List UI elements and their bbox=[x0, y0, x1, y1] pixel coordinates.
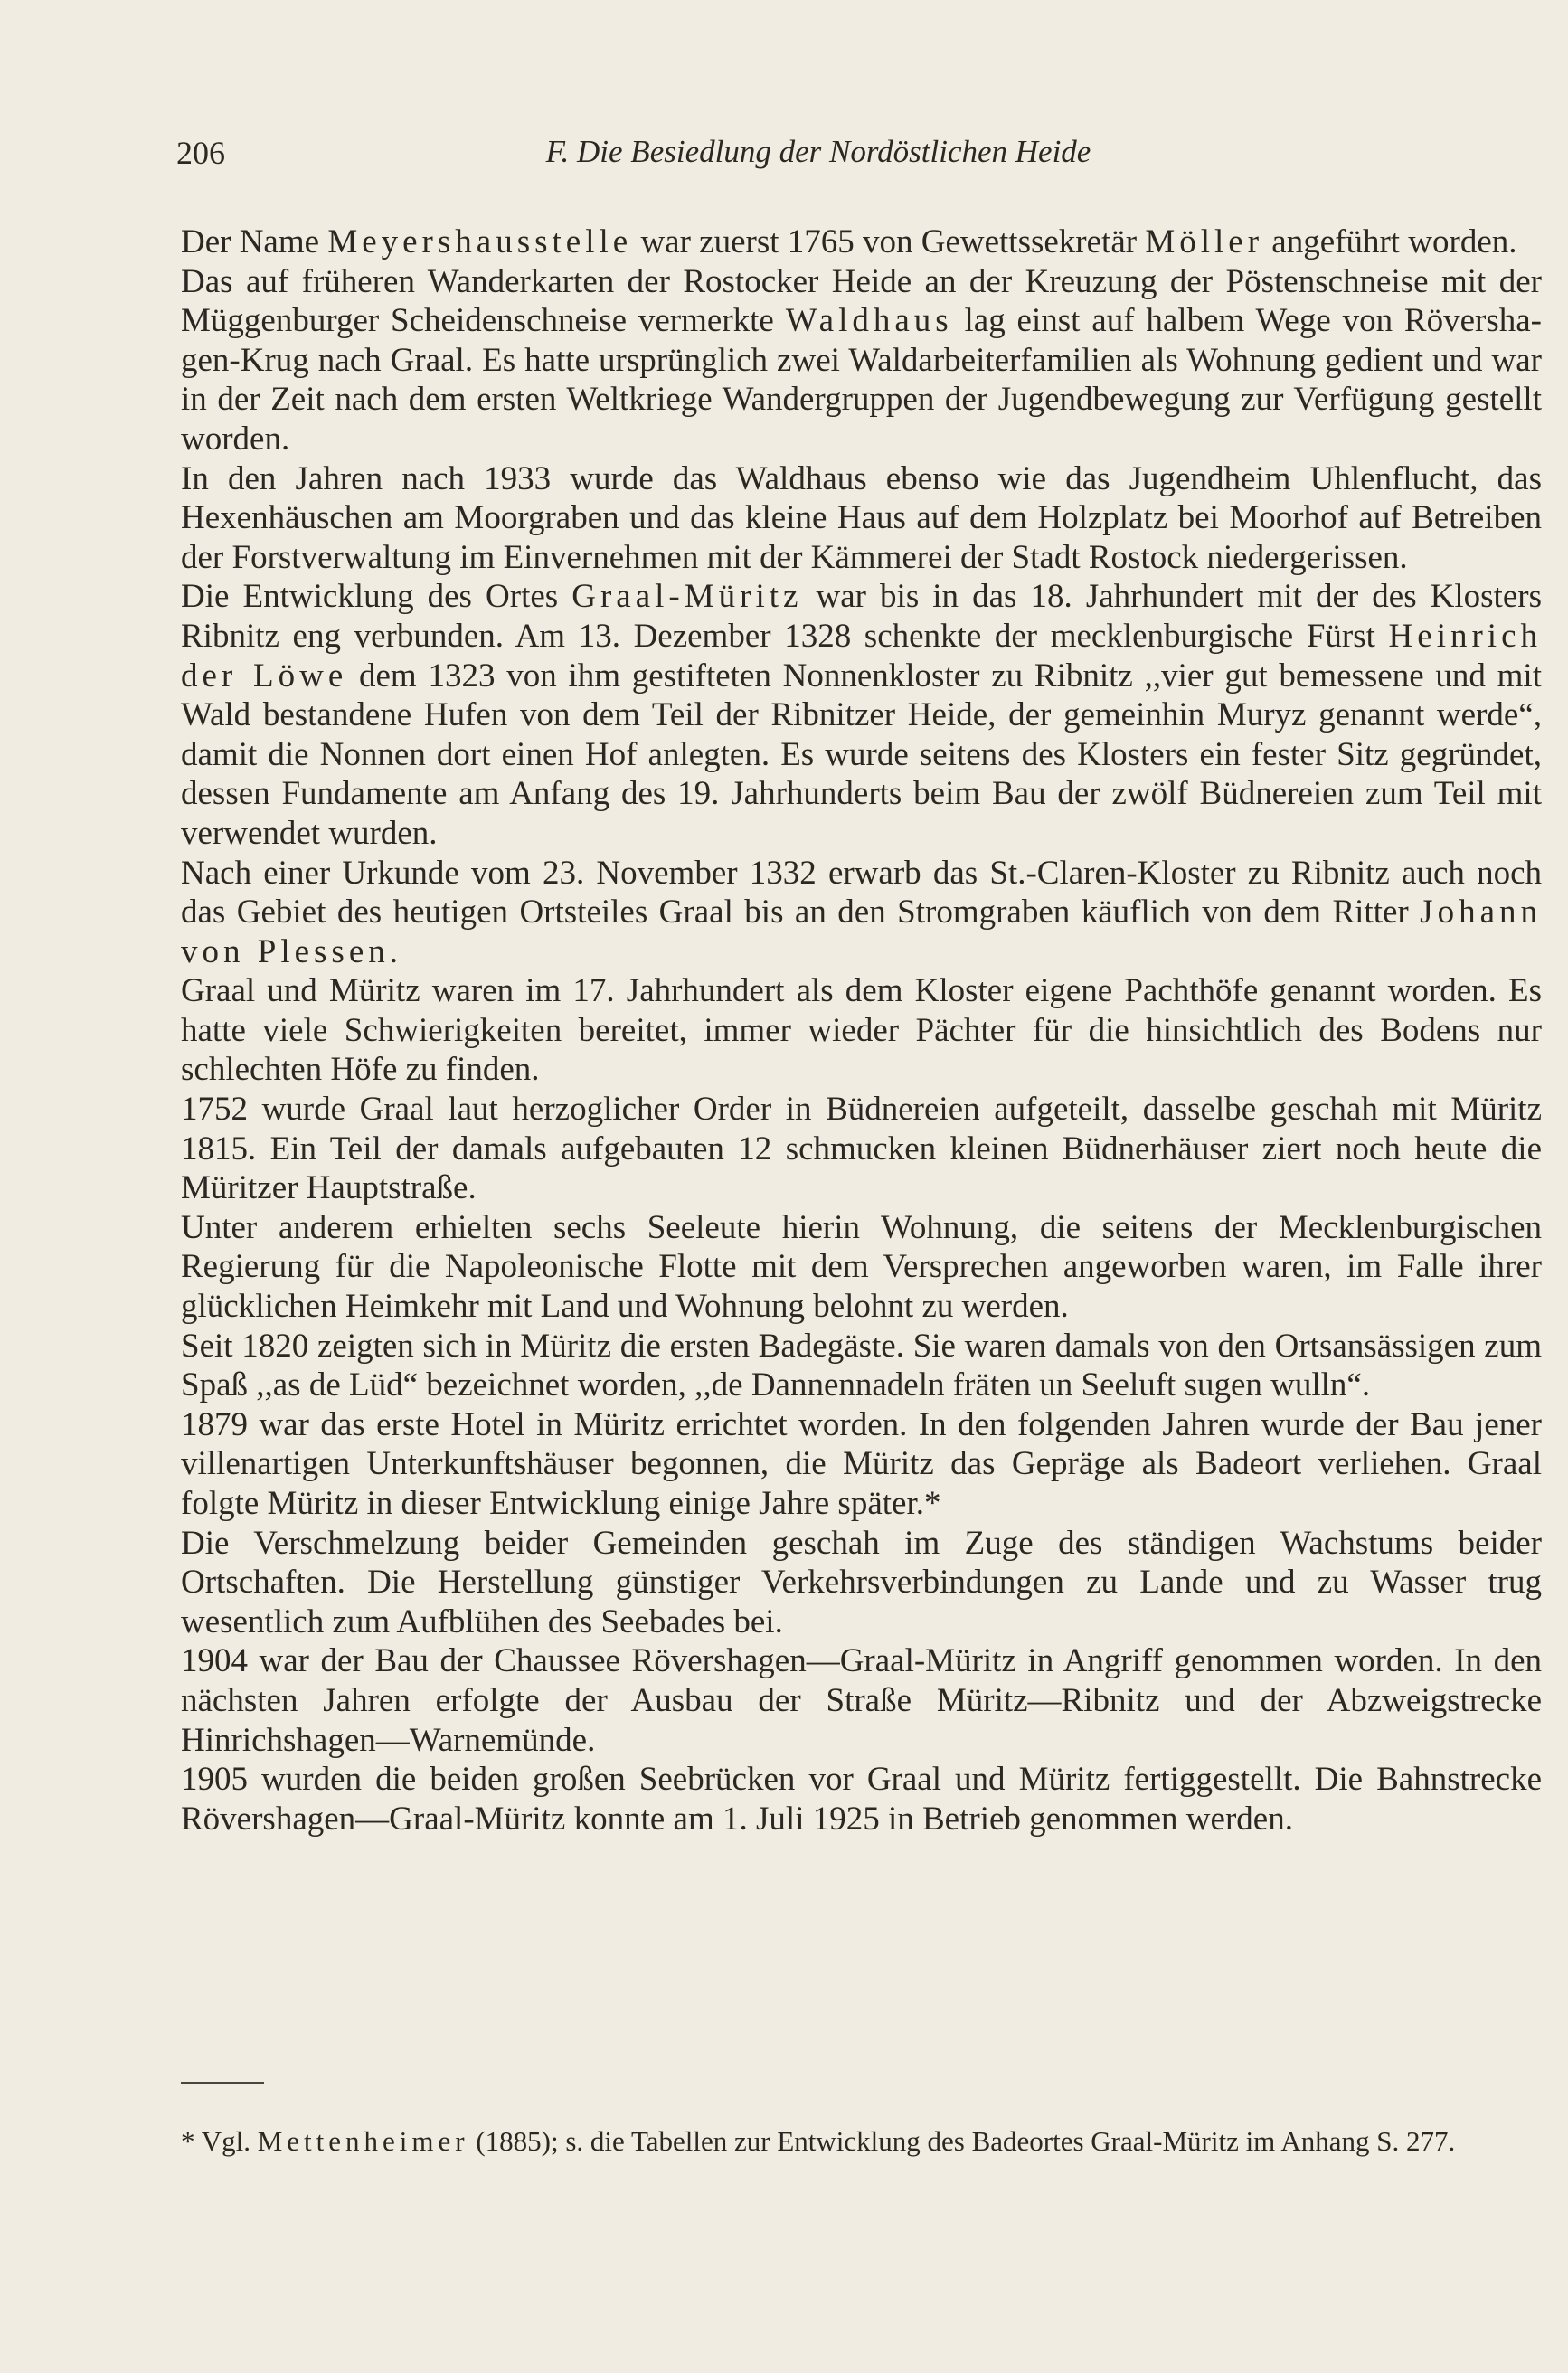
text-run: war zuerst 1765 von Gewettssekretär bbox=[632, 223, 1146, 260]
paragraph bbox=[181, 854, 1542, 972]
paragraph bbox=[181, 577, 1542, 853]
text-run: 1879 war das erste Hotel in Müritz errichtet worden. In den folgenden Jahren wurde der Bau jener villenartigen Unterkunftshäuser begonnen, die Müritz das Gepräge als Badeort verliehen. Graal folgte Müritz in dieser Entwicklung einige Jahre später.* bbox=[181, 1405, 1542, 1522]
text-run: Das auf früheren Wanderkarten der Rostocker Heide an der Kreuzung der Pöstenschneise mit der Müggenburger Scheidenschneise vermerkte bbox=[181, 262, 1542, 340]
text-run: 1904 war der Bau der Chaussee Rövershagen—Graal-Müritz in Angriff genommen worden. In den nächsten Jahren erfolgte der Ausbau der Straße Müritz—Ribnitz und der Abzweigstrecke Hinrichshagen—Warnemünde. bbox=[181, 1642, 1542, 1759]
spaced-name: Möller bbox=[1145, 223, 1264, 260]
spaced-name: Mettenheimer bbox=[257, 2125, 469, 2157]
paragraph bbox=[181, 222, 1542, 262]
paragraph bbox=[181, 1405, 1542, 1524]
spaced-name: Graal-Müritz bbox=[571, 578, 803, 616]
text-run: 1752 wurde Graal laut herzoglicher Order in Büdnereien aufgeteilt, dasselbe geschah mit Müritz 1815. Ein Teil der damals aufgebauten 12 schmucken kleinen Büdnerhäuser ziert noch heute die Müritzer Hauptstraße. bbox=[181, 1091, 1542, 1207]
running-title: F. Die Besiedlung der Nordöstlichen Heide bbox=[545, 134, 1091, 169]
paragraph bbox=[181, 1760, 1542, 1839]
text-run: In den Jahren nach 1933 wurde das Waldhaus ebenso wie das Jugendheim Uhlenflucht, das Hexenhäuschen am Moorgraben und das kleine Haus auf dem Holzplatz bei Moorhof auf Betreiben der Forstverwaltung im Einvernehmen mit der Kämmerei der Stadt Rostock niedergerissen. bbox=[181, 459, 1542, 576]
spaced-name: Heinrich der Löwe bbox=[181, 617, 1542, 695]
spaced-name: Johann von Plessen bbox=[181, 893, 1542, 970]
text-run: Der Name bbox=[181, 223, 328, 260]
spaced-name: Waldhaus bbox=[785, 302, 953, 340]
text-run: (1885); s. die Tabellen zur Entwicklung des Badeortes Graal-Müritz im Anhang S. 277. bbox=[468, 2125, 1456, 2157]
text-run: Die Verschmelzung beider Gemeinden geschah im Zuge des ständigen Wachstums beider Ortschaften. Die Herstellung günstiger Verkehrsverbindungen zu Lande und zu Wasser trug wesentlich zum Aufblühen des Seebades bei. bbox=[181, 1524, 1542, 1640]
text-run: angeführt worden. bbox=[1263, 223, 1517, 260]
text-run: . bbox=[389, 932, 398, 970]
text-run: war bis in das 18. Jahrhundert mit der des Klosters Ribnitz eng verbunden. Am 13. Dezember 1328 schenkte der mecklenburgische Fürst bbox=[181, 578, 1542, 655]
page-number: 206 bbox=[176, 135, 225, 171]
paragraph bbox=[181, 1641, 1542, 1760]
paragraph bbox=[181, 262, 1542, 459]
paragraph bbox=[181, 1090, 1542, 1208]
paragraph bbox=[181, 459, 1542, 578]
text-run: 1905 wurden die beiden großen Seebrücken vor Graal und Müritz fertiggestellt. Die Bahnstrecke Rövershagen—Graal-Müritz konnte am 1. Juli 1925 in Betrieb genommen werden. bbox=[181, 1761, 1542, 1838]
text-run: Graal und Müritz waren im 17. Jahrhundert als dem Kloster eigene Pachthöfe genannt worden. Es hatte viele Schwierigkeiten bereitet, immer wieder Pächter für die hinsichtlich des Bodens nur schlechten Höfe zu finden. bbox=[181, 972, 1542, 1089]
body-text bbox=[181, 222, 1542, 1839]
text-run: Nach einer Urkunde vom 23. November 1332 erwarb das St.-Claren-Kloster zu Ribnitz auch noch das Gebiet des heutigen Ortsteiles Graal bis an den Stromgraben käuflich von dem Ritter bbox=[181, 854, 1542, 931]
text-run: * Vgl. bbox=[181, 2125, 258, 2157]
text-run: dem 1323 von ihm gestifteten Nonnenkloster zu Ribnitz ,,vier gut bemessene und mit Wald bestandene Hufen von dem Teil der Ribnitzer Heide, der gemeinhin Muryz genannt werde“, damit die Nonnen dort einen Hof anlegten. Es wurde seitens des Klosters ein fester Sitz gegründet, dessen Fundamente am Anfang des 19. Jahrhunderts beim Bau der zwölf Büdnereien zum Teil mit verwendet wurden. bbox=[181, 657, 1542, 852]
paragraph bbox=[181, 1327, 1542, 1405]
paragraph bbox=[181, 971, 1542, 1090]
text-run: Seit 1820 zeigten sich in Müritz die ersten Badegäste. Sie waren damals von den Ortsansässigen zum Spaß ,,as de Lüd“ bezeichnet worden, ,,de Dannennadeln fräten un Seeluft sugen wulln“. bbox=[181, 1327, 1542, 1404]
footnote bbox=[181, 2122, 1542, 2160]
spaced-name: Meyershausstelle bbox=[327, 223, 633, 260]
paragraph bbox=[181, 1208, 1542, 1327]
page-header bbox=[176, 134, 1388, 177]
text-run: Die Entwicklung des Ortes bbox=[181, 578, 572, 616]
footnote-rule bbox=[181, 2082, 264, 2084]
paragraph bbox=[181, 1524, 1542, 1642]
text-run: Unter anderem erhielten sechs Seeleute hierin Wohnung, die seitens der Mecklenburgischen Regierung für die Napoleonische Flotte mit dem Versprechen angeworben waren, im Falle ihrer glücklichen Heimkehr mit Land und Wohnung belohnt zu werden. bbox=[181, 1208, 1542, 1326]
text-run: lag einst auf halbem Wege von Rövershagen-Krug nach Graal. Es hatte ursprünglich zwei Waldarbeiterfamilien als Wohnung gedient und war in der Zeit nach dem ersten Weltkriege Wandergruppen der Jugendbewegung zur Verfügung gestellt worden. bbox=[181, 302, 1542, 458]
